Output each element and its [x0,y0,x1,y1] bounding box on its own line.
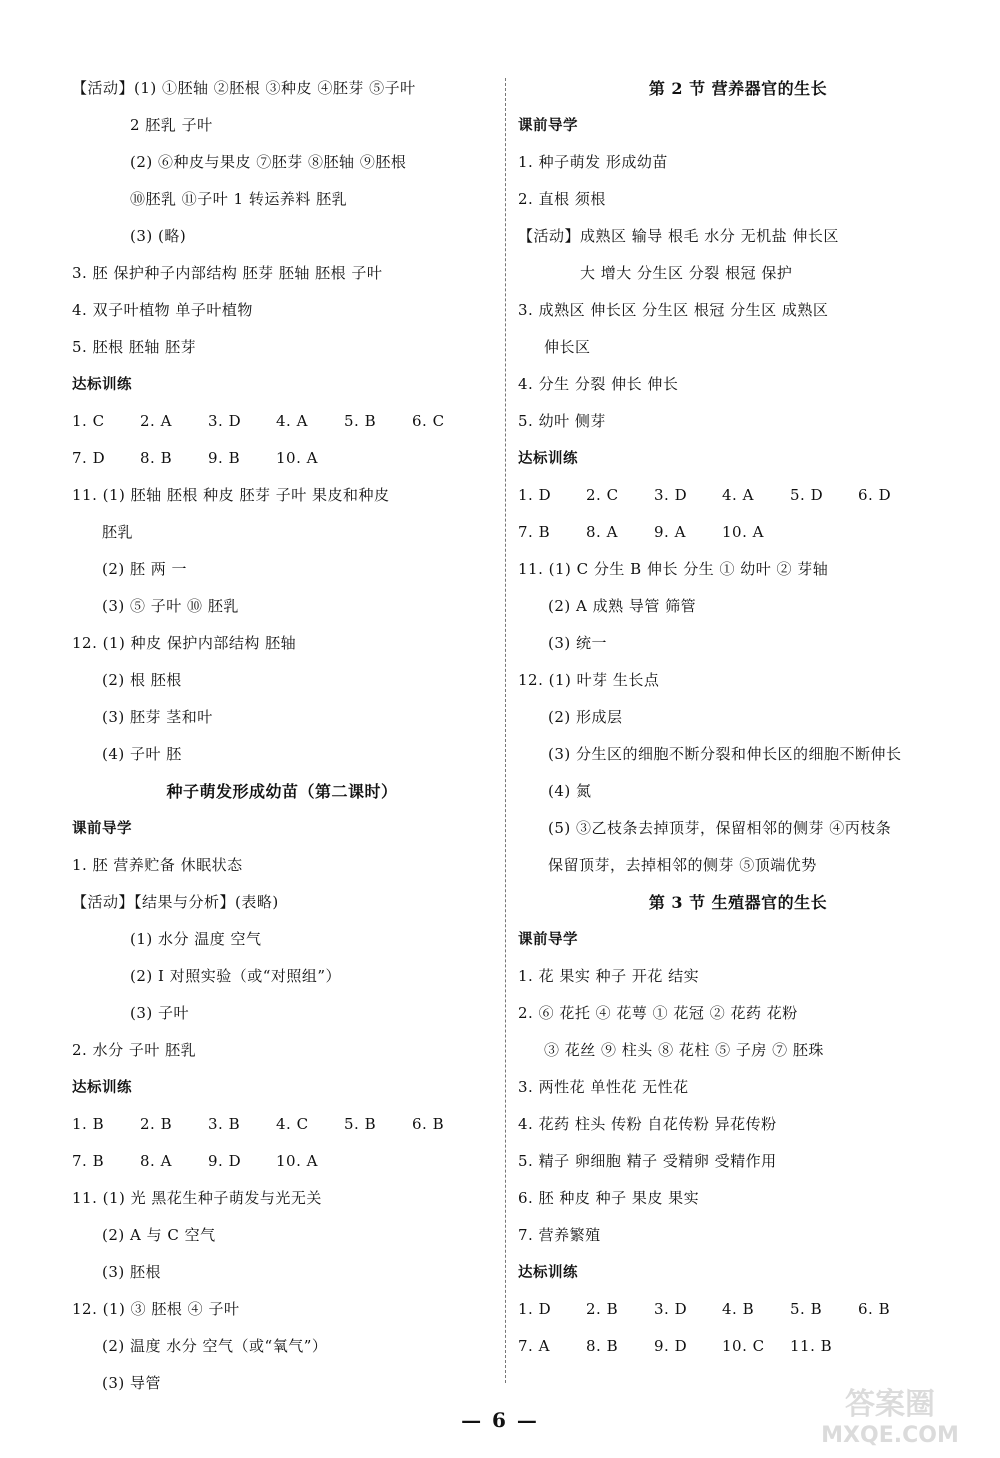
left-text-line: (2) ⑥种皮与果皮 ⑦胚芽 ⑧胚轴 ⑨胚根 [130,153,407,171]
answer-item: 7. B [72,1152,105,1170]
left-text-line: (4) 子叶 胚 [102,745,182,763]
subsection-label: 达标训练 [72,1079,132,1096]
right-answer-row [518,1291,958,1328]
answer-item: 7. A [518,1337,550,1355]
right-text-line: 6. 胚 种皮 种子 果皮 果实 [518,1189,700,1207]
answer-item: 7. D [72,449,106,467]
answer-item: 11. B [790,1337,833,1355]
answer-item: 8. B [140,449,173,467]
left-text-line: (2) 根 胚根 [102,671,182,689]
answer-item: 9. D [208,1152,242,1170]
answer-item: 10. A [722,523,764,541]
answer-item: 1. D [518,486,552,504]
column-divider [505,78,506,1383]
answer-item: 7. B [518,523,551,541]
section-heading: 种子萌发形成幼苗（第二课时） [166,782,398,801]
right-text-line: 3. 两性花 单性花 无性花 [518,1078,689,1096]
left-text-line: 4. 双子叶植物 单子叶植物 [72,301,253,319]
left-text-line: (2) 胚 两 一 [102,560,188,578]
left-text-line: (2) 温度 水分 空气（或“氧气”） [102,1337,328,1355]
answer-item: 6. D [858,486,892,504]
left-text-line: (1) 水分 温度 空气 [130,930,262,948]
right-column [518,70,958,1365]
left-text-line: 3. 胚 保护种子内部结构 胚芽 胚轴 胚根 子叶 [72,264,383,282]
right-text-line: 12. (1) 叶芽 生长点 [518,671,660,689]
right-text-line: 【活动】成熟区 输导 根毛 水分 无机盐 伸长区 [518,227,839,245]
answer-item: 6. B [412,1115,445,1133]
right-text-line: (2) 形成层 [548,708,623,726]
left-answer-row [72,440,492,477]
answer-item: 1. B [72,1115,105,1133]
right-text-line: 4. 花药 柱头 传粉 自花传粉 异花传粉 [518,1115,777,1133]
answer-item: 5. D [790,486,824,504]
left-text-line: (3) 子叶 [130,1004,190,1022]
answer-item: 8. A [140,1152,172,1170]
left-text-line: 11. (1) 胚轴 胚根 种皮 胚芽 子叶 果皮和种皮 [72,486,390,504]
answer-item: 2. B [586,1300,619,1318]
subsection-label: 达标训练 [518,450,578,467]
left-answer-row [72,1106,492,1143]
answer-item: 5. B [344,412,377,430]
answer-item: 1. D [518,1300,552,1318]
answer-item: 5. B [790,1300,823,1318]
left-text-line: (3) 胚芽 茎和叶 [102,708,213,726]
watermark-logo [800,1380,980,1450]
subsection-label: 课前导学 [518,931,578,948]
right-answer-row [518,477,958,514]
left-text-line: (3) 胚根 [102,1263,162,1281]
answer-item: 4. B [722,1300,755,1318]
answer-item: 4. A [722,486,754,504]
section-heading: 第 3 节 生殖器官的生长 [648,893,828,912]
right-text-line: 11. (1) C 分生 B 伸长 分生 ① 幼叶 ② 芽轴 [518,560,829,578]
answer-item: 9. A [654,523,686,541]
watermark-line1: 答案圈 [845,1387,935,1422]
answer-item: 5. B [344,1115,377,1133]
answer-item: 2. C [586,486,619,504]
right-text-line: 7. 营养繁殖 [518,1226,601,1244]
right-text-line: 5. 精子 卵细胞 精子 受精卵 受精作用 [518,1152,777,1170]
right-text-line: 2. 直根 须根 [518,190,606,208]
subsection-label: 课前导学 [72,820,132,837]
answer-item: 10. A [276,1152,318,1170]
left-text-line: 1. 胚 营养贮备 休眠状态 [72,856,243,874]
right-text-line: 大 增大 分生区 分裂 根冠 保护 [580,264,793,282]
left-text-line: (3) ⑤ 子叶 ⑩ 胚乳 [102,597,239,615]
left-text-line: 2 胚乳 子叶 [130,116,213,134]
answer-item: 8. B [586,1337,619,1355]
answer-item: 8. A [586,523,618,541]
left-text-line: 2. 水分 子叶 胚乳 [72,1041,197,1059]
right-text-line: (3) 统一 [548,634,608,652]
answer-item: 10. A [276,449,318,467]
left-text-line: ⑩胚乳 ⑪子叶 1 转运养料 胚乳 [130,190,348,208]
left-text-line: (3) 导管 [102,1374,162,1392]
left-answer-row [72,1143,492,1180]
right-text-line: 4. 分生 分裂 伸长 伸长 [518,375,679,393]
subsection-label: 达标训练 [72,376,132,393]
left-text-line: 12. (1) ③ 胚根 ④ 子叶 [72,1300,240,1318]
right-answer-row [518,1328,958,1365]
right-text-line: 1. 花 果实 种子 开花 结实 [518,967,700,985]
answer-item: 2. A [140,412,172,430]
answer-item: 6. B [858,1300,891,1318]
left-text-line: (2) A 与 C 空气 [102,1226,216,1244]
answer-item: 4. C [276,1115,309,1133]
answer-item: 9. B [208,449,241,467]
answer-item: 10. C [722,1337,765,1355]
right-text-line: 3. 成熟区 伸长区 分生区 根冠 分生区 成熟区 [518,301,829,319]
right-answer-row [518,514,958,551]
answer-item: 9. D [654,1337,688,1355]
subsection-label: 课前导学 [518,117,578,134]
right-text-line: 保留顶芽，去掉相邻的侧芽 ⑤顶端优势 [548,856,817,874]
answer-item: 3. D [208,412,242,430]
left-text-line: 【活动】【结果与分析】(表略) [72,893,279,911]
left-answer-row [72,403,492,440]
left-text-line: 5. 胚根 胚轴 胚芽 [72,338,197,356]
left-text-line: 11. (1) 光 黑花生种子萌发与光无关 [72,1189,322,1207]
answer-item: 3. B [208,1115,241,1133]
answer-item: 3. D [654,486,688,504]
section-heading: 第 2 节 营养器官的生长 [648,79,828,98]
left-text-line: (3) (略) [130,227,187,245]
right-text-line: 5. 幼叶 侧芽 [518,412,606,430]
watermark-line2: MXQE.COM [821,1423,959,1448]
left-text-line: 胚乳 [102,523,134,541]
right-text-line: 伸长区 [544,338,591,356]
right-text-line: 1. 种子萌发 形成幼苗 [518,153,668,171]
right-text-line: (2) A 成熟 导管 筛管 [548,597,697,615]
right-text-line: (3) 分生区的细胞不断分裂和伸长区的细胞不断伸长 [548,745,902,763]
left-text-line: 12. (1) 种皮 保护内部结构 胚轴 [72,634,297,652]
right-text-line: (4) 氮 [548,782,592,800]
right-text-line: 2. ⑥ 花托 ④ 花萼 ① 花冠 ② 花药 花粉 [518,1004,798,1022]
page-number: — 6 — [461,1408,539,1432]
answer-item: 4. A [276,412,308,430]
answer-item: 2. B [140,1115,173,1133]
left-column [72,70,492,1402]
right-text-line: (5) ③乙枝条去掉顶芽，保留相邻的侧芽 ④丙枝条 [548,819,892,837]
subsection-label: 达标训练 [518,1264,578,1281]
answer-item: 1. C [72,412,105,430]
right-text-line: ③ 花丝 ⑨ 柱头 ⑧ 花柱 ⑤ 子房 ⑦ 胚珠 [544,1041,824,1059]
answer-item: 6. C [412,412,445,430]
left-text-line: (2) I 对照实验（或“对照组”） [130,967,342,985]
left-text-line: 【活动】(1) ①胚轴 ②胚根 ③种皮 ④胚芽 ⑤子叶 [72,79,416,97]
answer-item: 3. D [654,1300,688,1318]
